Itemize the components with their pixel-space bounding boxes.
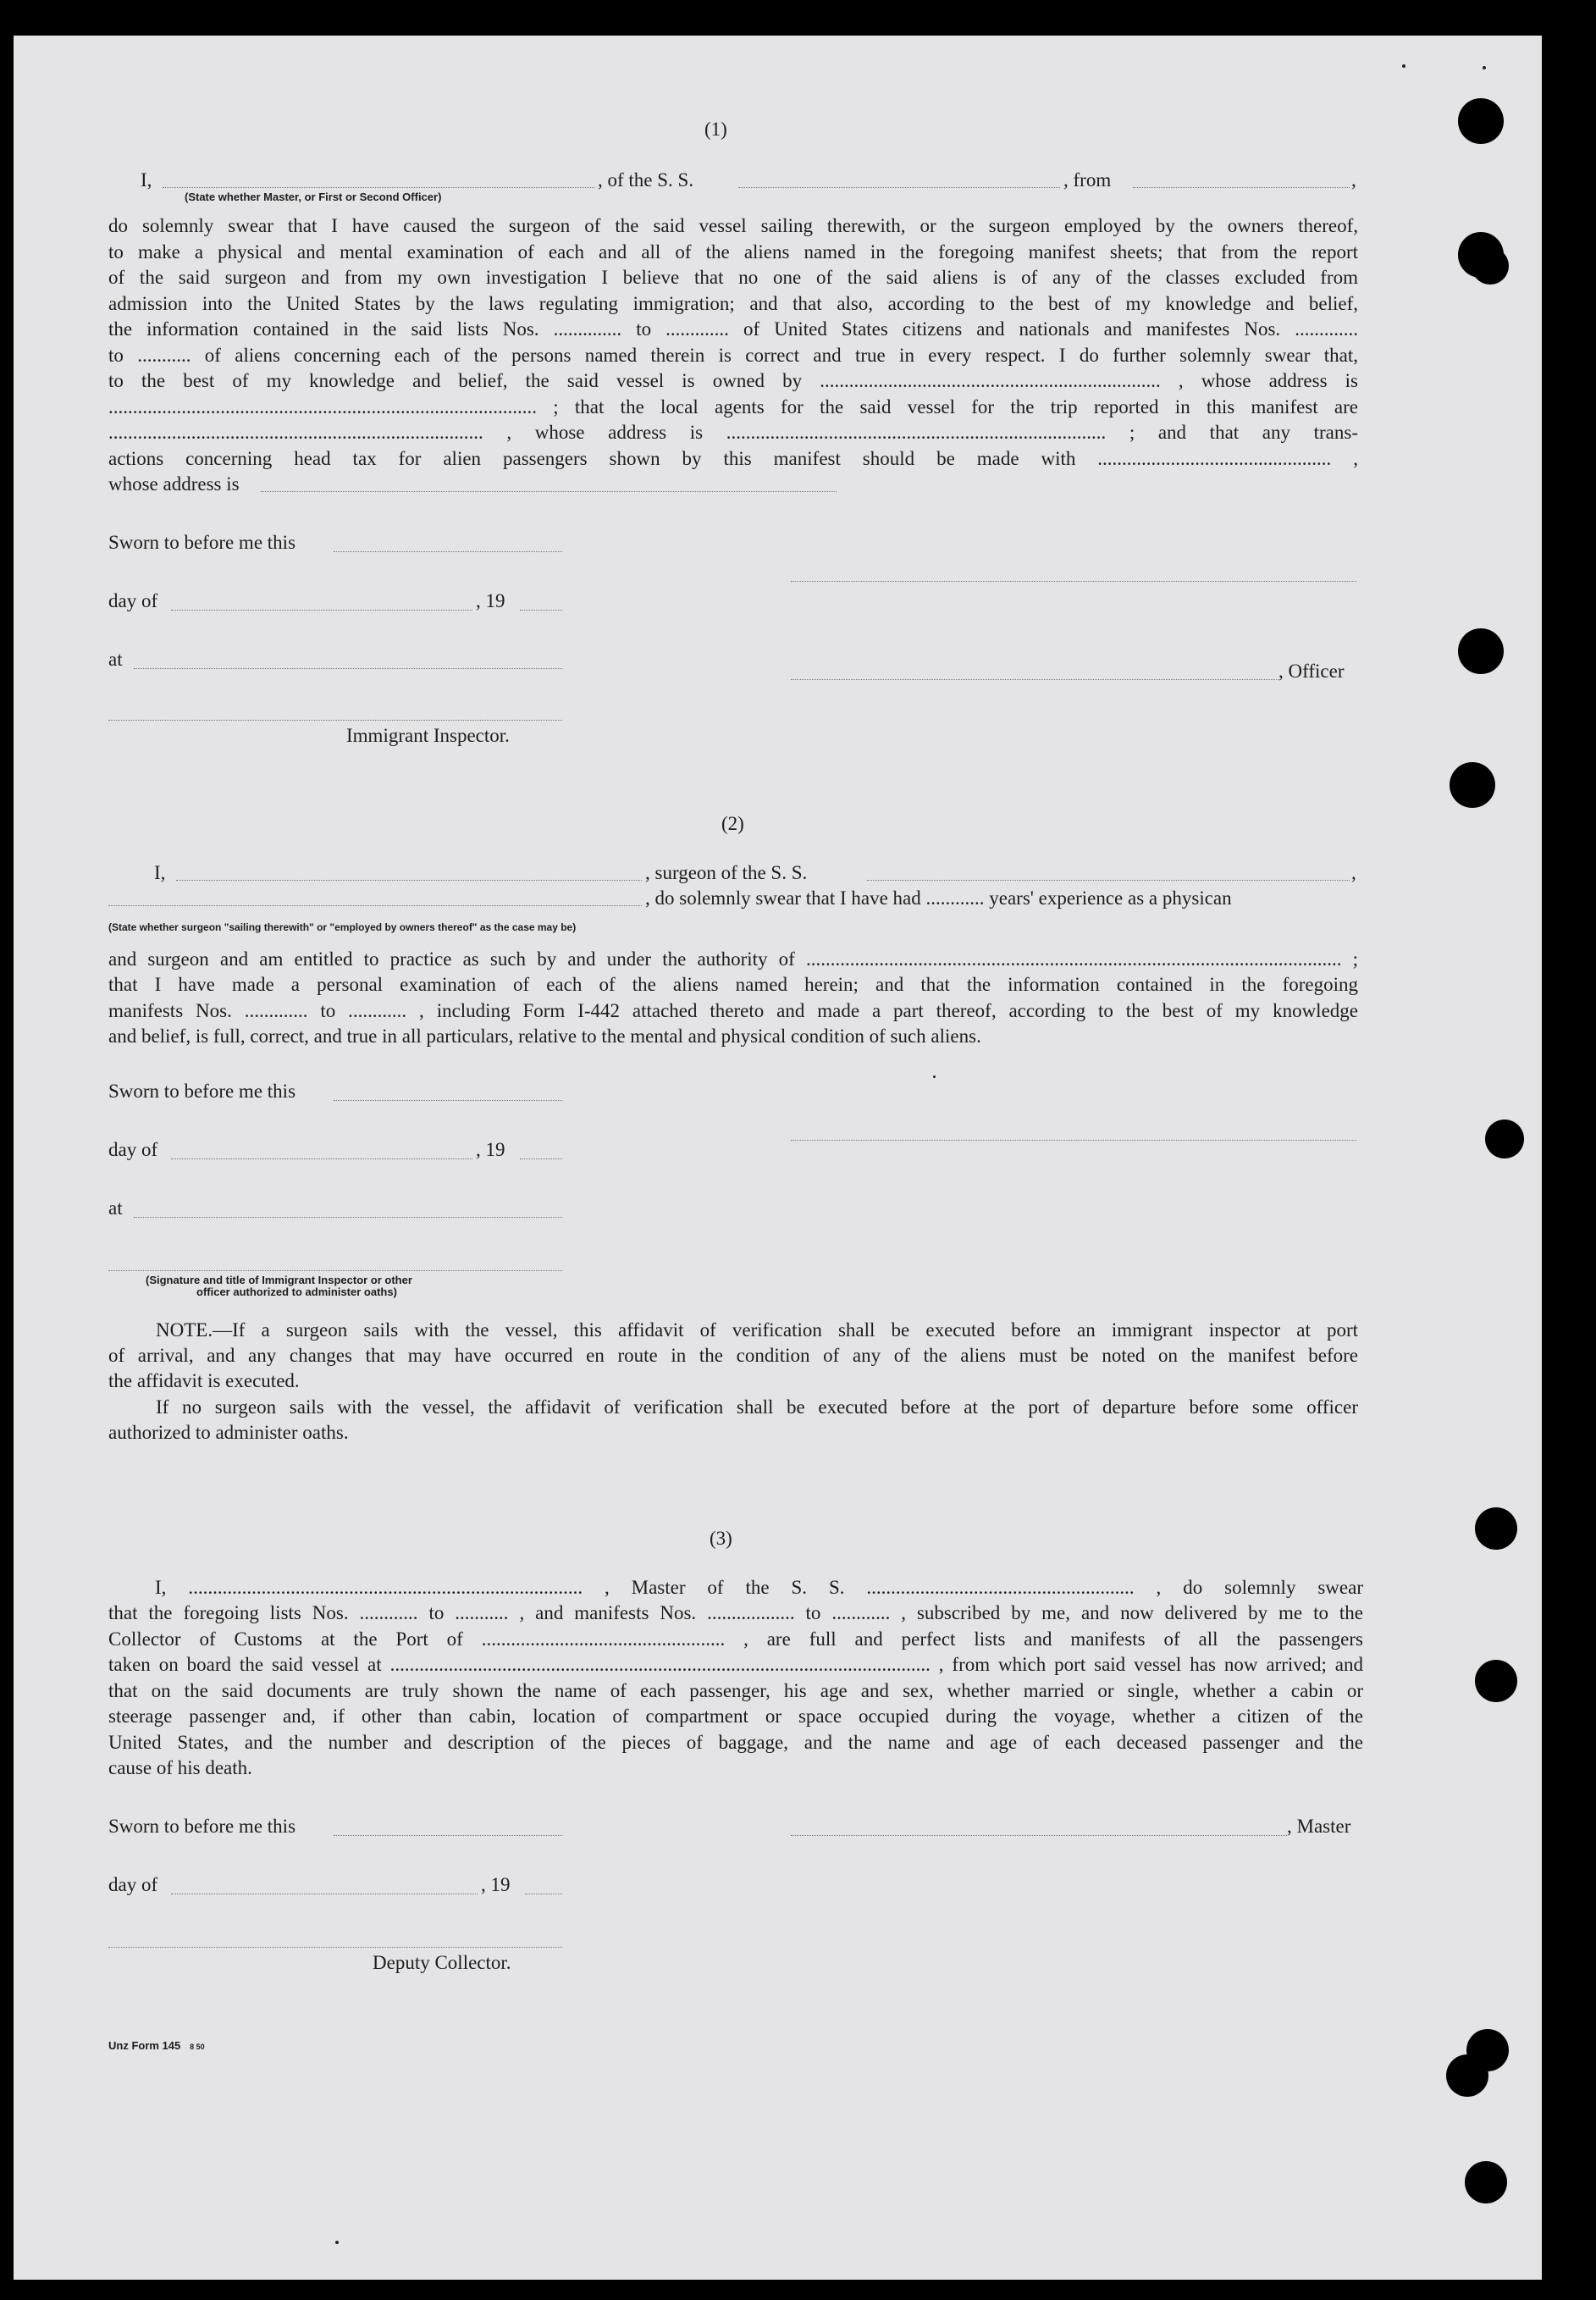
- section-3-line: taken on board the said vessel at ............................................................................................................... , from which port said vessel has now arrived; and: [108, 1654, 1363, 1675]
- officer-note: (State whether Master, or First or Second Officer): [185, 191, 442, 203]
- day-of-label: day of: [108, 1874, 158, 1895]
- year-label: , 19: [476, 1139, 505, 1160]
- from-label: , from: [1063, 169, 1112, 191]
- head-tax-address-field: [261, 491, 837, 492]
- year-label: , 19: [481, 1874, 511, 1895]
- years-experience-line: , do solemnly swear that I have had ............ years' experience as a physican: [645, 887, 1232, 909]
- month-field: [171, 610, 472, 611]
- section-3-line: steerage passenger and, if other than cabin, location of compartment or space occupied during the voyage, whether a citizen of the: [108, 1706, 1363, 1727]
- punch-hole: [1485, 1120, 1524, 1158]
- section-2-line: and surgeon and am entitled to practice as such by and under the authority of .............................................................................................................. ;: [108, 948, 1358, 970]
- surgeon-name-field: [176, 880, 642, 881]
- sworn-label: Sworn to before me this: [108, 1081, 296, 1102]
- year-label: , 19: [476, 590, 505, 611]
- deputy-collector-label: Deputy Collector.: [373, 1952, 511, 1973]
- section-1-line: to ........... of aliens concerning each of the persons named therein is correct and true in every respect. I do further solemnly swear that,: [108, 345, 1358, 366]
- section-2-line: that I have made a personal examination of each of the aliens named herein; and that the information contained in the foregoing: [108, 974, 1358, 995]
- section-3-line: United States, and the number and description of the pieces of baggage, and the name and age of each deceased passenger and the: [108, 1732, 1363, 1753]
- surgeon-vessel-field: [867, 880, 1350, 881]
- officer-label: , Officer: [1278, 661, 1345, 682]
- punch-hole: [1458, 98, 1504, 144]
- section-1-line: do solemnly swear that I have caused the surgeon of the said vessel sailing therewith, or the surgeon employed by the owners thereof,: [108, 215, 1358, 236]
- section-2-line: manifests Nos. ............. to ............ , including Form I-442 attached thereto and made a part thereof, according to the best of my knowledge: [108, 1000, 1358, 1021]
- section-1-line: to make a physical and mental examination of each and all of the aliens named in the foregoing manifest sheets; that from the report: [108, 241, 1358, 263]
- note-last-line: the affidavit is executed.: [108, 1370, 300, 1391]
- note-paragraph-2: If no surgeon sails with the vessel, the affidavit of verification shall be executed before at the port of departure before some officer: [156, 1396, 1358, 1418]
- speck: [1483, 66, 1486, 69]
- vessel-name-field: [738, 187, 1060, 188]
- form-id: Unz Form 145 8 50: [108, 2039, 205, 2052]
- inspector-signature-line: [108, 720, 562, 721]
- officer-signature-line: [108, 1270, 562, 1271]
- section-3-last-line: cause of his death.: [108, 1757, 252, 1778]
- section-1-line: ........................................................................................ ; that the local agents for the said vessel for the trip reported in this manifest are: [108, 396, 1358, 417]
- section-3-line: that the foregoing lists Nos. ............ to ........... , and manifests Nos. .................. to ............ , subscribed by me, and now delivered by me to the: [108, 1602, 1363, 1623]
- section-1-line: the information contained in the said lists Nos. .............. to ............. of United States citizens and nationals and manifestes Nos. .............: [108, 318, 1358, 340]
- signature-note: officer authorized to administer oaths): [196, 1285, 397, 1298]
- year-field: [520, 610, 562, 611]
- surgeon-of-label: , surgeon of the S. S.: [645, 862, 808, 883]
- month-field: [171, 1158, 472, 1159]
- note-line: NOTE.—If a surgeon sails with the vessel, this affidavit of verification shall be executed before an immigrant inspector at port: [156, 1319, 1358, 1341]
- master-label: , Master: [1287, 1816, 1351, 1837]
- officer-name-field: [163, 187, 594, 188]
- comma: ,: [1351, 862, 1356, 883]
- section-3-line: Collector of Customs at the Port of .................................................. , are full and perfect lists and manifests of all the passengers: [108, 1628, 1363, 1650]
- day-of-label: day of: [108, 1139, 158, 1160]
- section-1-heading: (1): [704, 119, 727, 140]
- note-line: of arrival, and any changes that may have occurred en route in the condition of any of the aliens must be noted on the manifest before: [108, 1345, 1358, 1366]
- section-1-line: of the said surgeon and from my own investigation I believe that no one of the said aliens is of any of the classes excluded from: [108, 267, 1358, 288]
- sworn-label: Sworn to before me this: [108, 1816, 296, 1837]
- officer-signature-line-1: [791, 581, 1356, 582]
- punch-hole: [1465, 2161, 1507, 2203]
- section-3-line: that on the said documents are truly shown the name of each passenger, his age and sex, whether married or single, whether a cabin or: [108, 1680, 1363, 1701]
- sworn-date-field: [334, 551, 562, 552]
- at-label: at: [108, 1197, 123, 1219]
- collector-signature-line: [108, 1947, 562, 1948]
- year-field: [520, 1158, 562, 1159]
- signature-note: (Signature and title of Immigrant Inspector or other: [146, 1274, 412, 1286]
- punch-hole: [1472, 247, 1509, 285]
- surgeon-status-field: [108, 905, 642, 906]
- punch-hole: [1458, 628, 1504, 674]
- note-paragraph-2-last: authorized to administer oaths.: [108, 1422, 349, 1443]
- surgeon-note: (State whether surgeon "sailing therewith" or "employed by owners thereof" as the case may be): [108, 921, 577, 933]
- sworn-date-field: [334, 1835, 562, 1836]
- speck: [933, 1075, 936, 1078]
- section-2-i-label: I,: [154, 862, 166, 883]
- officer-signature-line-2: [791, 679, 1278, 680]
- section-1-line: ............................................................................. , whose address is .............................................................................. ; and that any trans-: [108, 422, 1358, 443]
- section-3-heading: (3): [710, 1528, 732, 1549]
- section-3-line: I, ................................................................................. , Master of the S. S. ....................................................... , do solemnly swear: [155, 1577, 1363, 1598]
- section-2-heading: (2): [721, 813, 744, 834]
- of-the-ss-label: , of the S. S.: [598, 169, 694, 191]
- section-2-last-line: and belief, is full, correct, and true in all particulars, relative to the mental and physical condition of such aliens.: [108, 1026, 981, 1047]
- whose-address-label: whose address is: [108, 473, 240, 495]
- master-signature-line: [791, 1835, 1287, 1836]
- punch-hole: [1446, 2054, 1488, 2097]
- sworn-label: Sworn to before me this: [108, 532, 296, 553]
- section-1-line: actions concerning head tax for alien passengers shown by this manifest should be made with ................................................ ,: [108, 448, 1358, 469]
- section-1-line: admission into the United States by the laws regulating immigration; and that also, according to the best of my knowledge and belief,: [108, 293, 1358, 314]
- punch-hole: [1475, 1660, 1517, 1702]
- at-label: at: [108, 649, 123, 670]
- manifest-affidavit-page: [14, 36, 1542, 2280]
- place-field: [134, 1217, 562, 1218]
- punch-hole: [1475, 1507, 1517, 1550]
- from-port-field: [1133, 187, 1350, 188]
- section-1-i-label: I,: [141, 169, 152, 191]
- punch-hole: [1450, 762, 1495, 808]
- day-of-label: day of: [108, 590, 158, 611]
- comma: ,: [1351, 169, 1356, 191]
- speck: [335, 2241, 339, 2244]
- section-1-line: to the best of my knowledge and belief, the said vessel is owned by ...................................................................... , whose address is: [108, 370, 1358, 391]
- sworn-date-field: [334, 1100, 562, 1101]
- immigrant-inspector-label: Immigrant Inspector.: [346, 725, 510, 746]
- place-field: [134, 668, 562, 669]
- speck: [1402, 64, 1405, 68]
- surgeon-signature-line: [791, 1140, 1356, 1141]
